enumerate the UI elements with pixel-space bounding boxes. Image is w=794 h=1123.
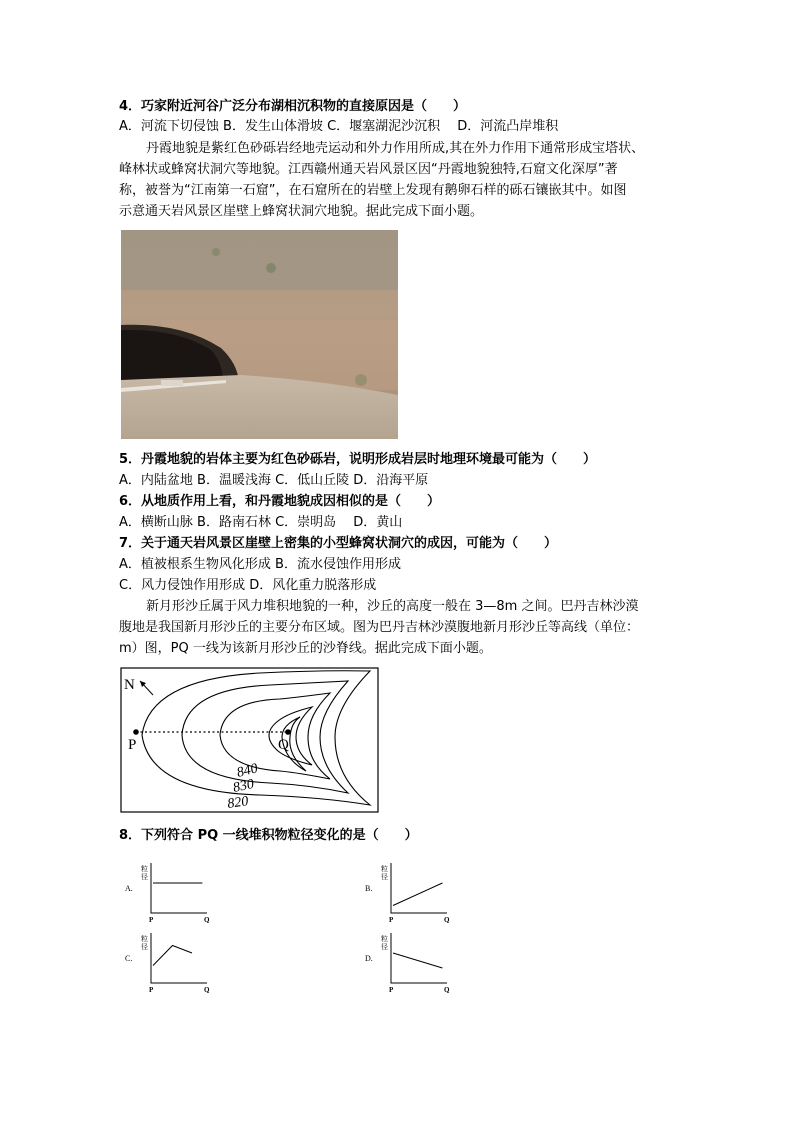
grain-chart-svg-a xyxy=(121,855,211,935)
grain-chart-c xyxy=(121,925,210,1001)
grain-chart-b xyxy=(361,855,450,931)
point-q-label: Q xyxy=(278,737,289,753)
q5-stem: 5．丹霞地貌的岩体主要为红色砂砾岩，说明形成岩层时地理环境最可能为（ ） xyxy=(119,452,597,467)
cliff-honeycomb-photo xyxy=(121,230,398,439)
y-axis-label: 粒 xyxy=(381,865,388,873)
x-tick-p: P xyxy=(149,986,154,994)
passage2-line2: 腹地是我国新月形沙丘的主要分布区域。图为巴丹吉林沙漠腹地新月形沙丘等高线（单位： xyxy=(119,620,640,635)
q4-options: A．河流下切侵蚀 B．发生山体滑坡 C．堰塞湖泥沙沉积 D．河流凸岸堆积 xyxy=(119,119,559,134)
q6-stem: 6．从地质作用上看，和丹霞地貌成因相似的是（ ） xyxy=(119,494,441,509)
passage1-line1: 丹霞地貌是紫红色砂砾岩经地壳运动和外力作用所成,其在外力作用下通常形成宝塔状、 xyxy=(146,141,645,156)
x-tick-q: Q xyxy=(444,986,450,994)
option-label: D. xyxy=(365,954,373,963)
chart-axes xyxy=(151,933,207,983)
q8-stem: 8．下列符合 PQ 一线堆积物粒径变化的是（ ） xyxy=(119,828,418,843)
passage2-line3: m）图，PQ 一线为该新月形沙丘的沙脊线。据此完成下面小题。 xyxy=(119,641,492,656)
x-tick-p: P xyxy=(149,916,154,924)
q7-options-1: A．植被根系生物风化形成 B．流水侵蚀作用形成 xyxy=(119,557,401,572)
grain-chart-svg-d xyxy=(361,925,451,1005)
q5-options: A．内陆盆地 B．温暖浅海 C．低山丘陵 D．沿海平原 xyxy=(119,473,429,488)
north-label: N xyxy=(124,677,135,693)
contour-label-840: 840 xyxy=(235,761,260,781)
q4-stem: 4．巧家附近河谷广泛分布湖相沉积物的直接原因是（ ） xyxy=(119,99,467,114)
option-label: C. xyxy=(125,954,133,963)
y-axis-label: 径 xyxy=(381,873,388,881)
y-axis-label: 径 xyxy=(381,943,388,951)
dune-contour-map xyxy=(120,667,380,813)
x-tick-q: Q xyxy=(204,916,210,924)
chart-axes xyxy=(391,863,447,913)
passage1-line3: 称，被誉为“江南第一石窟”，在石窟所在的岩壁上发现有鹅卵石样的砾石镶嵌其中。如图 xyxy=(119,183,627,198)
contour-label-830: 830 xyxy=(231,776,256,796)
grain-chart-d xyxy=(361,925,450,1001)
option-label: A. xyxy=(125,884,133,893)
q7-stem: 7．关于通天岩风景区崖壁上密集的小型蜂窝状洞穴的成因，可能为（ ） xyxy=(119,536,558,551)
chart-axes xyxy=(151,863,207,913)
y-axis-label: 粒 xyxy=(381,935,388,943)
q7-options-2: C．风力侵蚀作用形成 D．风化重力脱落形成 xyxy=(119,578,377,593)
chart-axes xyxy=(391,933,447,983)
grain-chart-a xyxy=(121,855,210,931)
grain-line-d xyxy=(393,953,442,968)
grain-chart-svg-c xyxy=(121,925,211,1005)
passage2-line1: 新月形沙丘属于风力堆积地貌的一种，沙丘的高度一般在 3—8m 之间。巴丹吉林沙漠 xyxy=(146,599,639,614)
option-label: B. xyxy=(365,884,373,893)
x-tick-p: P xyxy=(389,986,394,994)
x-tick-q: Q xyxy=(444,916,450,924)
q6-options: A．横断山脉 B．路南石林 C．崇明岛 D．黄山 xyxy=(119,515,403,530)
point-p-label: P xyxy=(128,737,137,753)
y-axis-label: 粒 xyxy=(141,935,148,943)
x-tick-p: P xyxy=(389,916,394,924)
grain-line-c xyxy=(153,946,192,966)
grain-line-b xyxy=(393,883,442,906)
passage1-line2: 峰林状或蜂窝状洞穴等地貌。江西赣州通天岩风景区因“丹霞地貌独特,石窟文化深厚”著 xyxy=(119,162,618,177)
grain-chart-svg-b xyxy=(361,855,451,935)
y-axis-label: 径 xyxy=(141,943,148,951)
passage1-line4: 示意通天岩风景区崖壁上蜂窝状洞穴地貌。据此完成下面小题。 xyxy=(119,204,484,219)
y-axis-label: 径 xyxy=(141,873,148,881)
y-axis-label: 粒 xyxy=(141,865,148,873)
x-tick-q: Q xyxy=(204,986,210,994)
contour-label-820: 820 xyxy=(226,794,250,812)
